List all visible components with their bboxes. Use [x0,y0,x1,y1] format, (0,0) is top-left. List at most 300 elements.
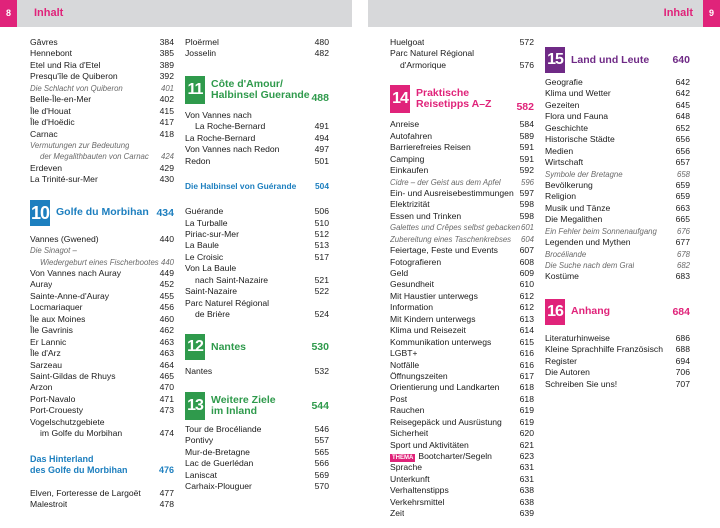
toc-entry[interactable] [30,348,174,359]
chapter-16-heading[interactable] [545,299,690,325]
toc-entry[interactable] [30,337,174,348]
toc-entry[interactable] [185,218,329,229]
toc-entry-page: 619 [519,405,534,416]
toc-entry-title: Erdeven [30,162,63,173]
toc-entry-title: Sicherheit [390,428,429,439]
toc-entry[interactable] [545,100,690,111]
toc-entry-title: Elven, Forteresse de Largoët [30,487,141,498]
toc-entry-title: Vogelschutzgebiete [30,416,105,427]
toc-entry-title: Musik und Tänze [545,202,611,213]
toc-entry[interactable] [390,451,534,462]
toc-entry-title: Medien [545,145,574,156]
toc-entry[interactable] [185,156,329,167]
toc-entry[interactable] [30,140,174,151]
toc-entry[interactable] [390,508,534,519]
toc-entry[interactable] [390,37,534,48]
chapter-page: 434 [156,206,174,219]
toc-entry-title: La Trinité-sur-Mer [30,174,98,185]
toc-entry-title: Die Suche nach dem Gral [545,261,635,270]
toc-entry[interactable] [545,333,690,344]
toc-entry-page: 510 [314,217,329,228]
toc-entry-title: Locmariaquer [30,302,83,313]
toc-entry[interactable] [545,169,690,180]
chapter-title: Nantes [211,340,247,353]
toc-entry[interactable] [185,275,329,286]
toc-entry-title: Gâvres [30,37,58,47]
toc-entry-title: Feiertage, Feste und Events [390,245,498,256]
toc-entry[interactable] [390,60,534,71]
toc-entry-title: La Turballe [185,217,228,228]
toc-entry-title: Wiedergeburt eines Fischerbootes [40,257,159,267]
toc-entry[interactable] [545,226,690,237]
toc-entry[interactable] [30,37,174,48]
toc-entry[interactable] [30,151,174,162]
toc-entry-page: 513 [314,240,329,251]
toc-entry-title: Die Autoren [545,367,590,378]
toc-entry-page: 524 [314,309,329,319]
toc-entry[interactable] [30,291,174,302]
chapter-14-heading[interactable] [390,85,534,113]
toc-entry-page: 418 [159,128,174,139]
toc-entry[interactable] [390,119,534,130]
toc-entry-page: 658 [676,169,690,179]
toc-entry[interactable] [390,314,534,325]
toc-entry[interactable] [390,154,534,165]
toc-entry[interactable] [545,271,690,282]
toc-entry-title: Legenden und Mythen [545,237,631,248]
toc-entry[interactable] [390,291,534,302]
toc-entry-page: 676 [676,226,690,236]
toc-entry-title: Saint-Gildas de Rhuys [30,370,116,381]
toc-entry-page: 512 [314,228,329,239]
toc-entry[interactable] [30,234,174,245]
toc-entry-page: 642 [675,88,690,99]
toc-entry[interactable] [390,234,534,245]
toc-entry[interactable] [390,417,534,428]
chapter-page: 544 [311,399,329,412]
toc-entry-title: Ploërmel [185,37,219,47]
toc-entry-title: Le Croisic [185,251,224,262]
toc-entry[interactable] [30,163,174,174]
toc-entry[interactable] [545,123,690,134]
toc-entry[interactable] [545,249,690,260]
toc-entry[interactable] [390,428,534,439]
toc-entry-title: Von Vannes nach [185,109,252,120]
toc-entry-page: 389 [159,59,174,70]
toc-entry-page: 440 [159,233,174,244]
toc-entry[interactable] [390,405,534,416]
toc-entry-page: 645 [675,99,690,110]
toc-entry[interactable] [390,177,534,188]
toc-entry-title: d'Armorique [400,59,447,70]
toc-entry-page: 557 [314,435,329,446]
toc-entry-page: 501 [314,155,329,166]
toc-column-3 [390,37,534,520]
toc-entry-title: Öffnungszeiten [390,370,448,381]
toc-entry-page: 618 [519,393,534,404]
toc-entry[interactable] [185,470,329,481]
toc-entry-page: 532 [314,366,329,377]
toc-entry-page: 576 [519,59,534,70]
toc-entry-page: 477 [159,487,174,498]
toc-entry[interactable] [185,263,329,274]
toc-entry-page: 707 [675,378,690,389]
toc-entry-title: Île Gavrinis [30,325,73,336]
toc-entry[interactable] [185,481,329,492]
toc-entry-title: Autofahren [390,130,433,141]
toc-entry[interactable] [185,144,329,155]
toc-entry-page: 618 [519,382,534,393]
chapter-title: Côte d'Amour/ Halbinsel Guerande [211,77,310,101]
toc-entry-title: Mur-de-Bretagne [185,446,250,457]
toc-entry-title: Galettes und Crêpes selbst gebacken [390,223,521,233]
toc-entry-page: 392 [159,71,174,82]
toc-entry[interactable] [30,48,174,59]
toc-entry[interactable] [545,88,690,99]
toc-entry-title: Port-Crouesty [30,405,84,416]
toc-entry-page: 639 [519,508,534,519]
toc-entry-title: Von La Baule [185,263,237,274]
toc-entry[interactable] [30,360,174,371]
toc-entry-title: Camping [390,153,425,164]
subsection-title: Das Hinterland des Golfe du Morbihan [30,453,128,475]
toc-entry[interactable] [185,435,329,446]
toc-entry-title: Etel und Ria d'Etel [30,59,101,70]
subsection-hinterland[interactable] [30,454,174,476]
chapter-page: 684 [672,305,690,318]
toc-entry[interactable] [545,77,690,88]
toc-entry-title: LGBT+ [390,348,418,359]
toc-entry-page: 462 [159,325,174,336]
toc-entry-page: 620 [519,428,534,439]
toc-entry[interactable] [390,199,534,210]
toc-entry-page: 659 [675,179,690,190]
toc-entry[interactable] [390,337,534,348]
toc-entry[interactable] [30,325,174,336]
toc-entry[interactable] [390,211,534,222]
toc-entry-title: Essen und Trinken [390,210,462,221]
toc-entry-page: 631 [519,462,534,473]
toc-entry[interactable] [30,417,174,428]
toc-entry-page: 572 [519,37,534,47]
toc-entry-title: Arzon [30,382,53,393]
chapter-11-heading[interactable] [185,76,329,104]
toc-entry[interactable] [390,302,534,313]
toc-list [30,37,174,186]
toc-list [185,424,329,493]
toc-entry[interactable] [390,131,534,142]
toc-entry-title: La Roche-Bernard [195,121,266,132]
toc-entry-title: Klima und Reisezeit [390,325,466,336]
toc-entry[interactable] [545,180,690,191]
toc-entry-page: 642 [675,77,690,87]
toc-entry[interactable] [390,188,534,199]
toc-entry-title: Rauchen [390,405,425,416]
toc-list [545,333,690,390]
toc-entry[interactable] [30,83,174,94]
toc-entry-page: 665 [675,214,690,225]
toc-entry[interactable] [30,499,174,510]
toc-entry[interactable] [390,485,534,496]
toc-entry-page: 612 [519,302,534,313]
toc-list [185,37,329,60]
toc-entry-page: 621 [519,439,534,450]
toc-entry-page: 591 [519,142,534,153]
toc-entry-title: Die Schlacht von Quiberon [30,83,123,93]
toc-entry-title: Josselin [185,48,217,59]
toc-entry-title: Mit Haustier unterwegs [390,290,478,301]
toc-entry-title: Bevölkerung [545,179,593,190]
toc-entry-title: de Brière [195,309,230,319]
toc-entry[interactable] [30,488,174,499]
toc-entry[interactable] [185,252,329,263]
toc-entry[interactable] [185,240,329,251]
toc-entry[interactable] [545,260,690,271]
toc-entry[interactable] [30,428,174,439]
chapter-title: Weitere Ziele im Inland [211,393,276,417]
chapter-title: Praktische Reisetipps A–Z [416,87,492,111]
toc-entry[interactable] [390,394,534,405]
toc-entry-page: 686 [675,332,690,343]
chapter-page: 582 [516,101,534,114]
toc-entry-title: Schreiben Sie uns! [545,378,618,389]
toc-entry[interactable] [390,371,534,382]
toc-entry[interactable] [30,257,174,268]
toc-entry-title: La Baule [185,240,219,251]
toc-entry-page: 682 [676,261,690,270]
toc-entry-page: 706 [675,367,690,378]
toc-entry[interactable] [30,302,174,313]
toc-entry-page: 491 [314,121,329,132]
toc-entry-page: 566 [314,458,329,469]
toc-entry-page: 623 [519,451,534,461]
toc-entry-title: Die Megalithen [545,214,603,225]
toc-entry-page: 465 [159,370,174,381]
toc-entry-page: 656 [675,134,690,145]
toc-entry-title: Kostüme [545,271,579,282]
toc-entry[interactable] [390,360,534,371]
toc-entry-page: 688 [675,344,690,355]
toc-entry[interactable] [30,71,174,82]
toc-entry-title: Île d'Arz [30,348,61,359]
chapter-title: Anhang [571,305,611,318]
chapter-number: 14 [390,85,410,113]
toc-entry-title: Ein- und Ausreisebestimmungen [390,187,514,198]
toc-entry-page: 497 [314,144,329,155]
chapter-10-heading[interactable] [30,200,174,226]
toc-list [30,488,174,511]
toc-entry-title: Tour de Brocéliande [185,423,262,434]
toc-entry-page: 455 [159,290,174,301]
toc-entry[interactable] [185,133,329,144]
toc-entry[interactable] [185,110,329,121]
toc-entry[interactable] [185,458,329,469]
toc-list [390,119,534,519]
toc-entry[interactable] [390,474,534,485]
toc-entry-title: Wirtschaft [545,157,584,168]
toc-entry-title: Geografie [545,77,583,87]
toc-entry[interactable] [30,174,174,185]
toc-entry[interactable] [185,309,329,320]
toc-entry-page: 598 [519,210,534,221]
toc-entry[interactable] [390,348,534,359]
toc-entry[interactable] [185,447,329,458]
toc-entry[interactable] [185,286,329,297]
toc-entry-title: Register [545,355,577,366]
toc-entry[interactable] [30,382,174,393]
toc-entry-title: Sarzeau [30,359,63,370]
toc-entry-title: Symbole der Bretagne [545,169,623,179]
toc-entry-page: 678 [676,249,690,259]
toc-entry-page: 663 [675,202,690,213]
toc-entry[interactable] [30,371,174,382]
toc-entry[interactable] [390,165,534,176]
toc-entry[interactable] [390,279,534,290]
toc-entry[interactable] [185,37,329,48]
toc-entry-title: Religion [545,191,577,202]
toc-entry-title: Von Vannes nach Auray [30,268,122,278]
subsection-page: 476 [158,464,174,475]
toc-entry[interactable] [390,497,534,508]
toc-entry[interactable] [390,440,534,451]
toc-entry-title: Anreise [390,119,420,130]
toc-entry[interactable] [545,356,690,367]
toc-entry[interactable] [30,405,174,416]
toc-entry[interactable] [30,117,174,128]
toc-entry[interactable] [545,191,690,202]
toc-entry-page: 657 [675,157,690,168]
chapter-15-heading[interactable] [545,47,690,73]
toc-entry[interactable] [185,48,329,59]
toc-entry[interactable] [545,134,690,145]
toc-entry[interactable] [185,298,329,309]
toc-entry-title: Zubereitung eines Taschenkrebses [390,234,512,244]
toc-entry-title: Einkaufen [390,165,429,176]
toc-entry[interactable] [30,245,174,256]
toc-entry-title: Verhaltenstipps [390,485,449,496]
toc-entry[interactable] [30,279,174,290]
toc-entry-page: 565 [314,446,329,457]
toc-entry[interactable] [545,237,690,248]
toc-entry[interactable] [30,314,174,325]
toc-entry[interactable] [390,268,534,279]
toc-entry[interactable] [545,146,690,157]
toc-list [185,110,329,167]
toc-entry[interactable] [30,394,174,405]
toc-entry-page: 570 [314,481,329,492]
toc-entry[interactable] [390,222,534,233]
toc-entry-page: 464 [159,359,174,370]
toc-entry[interactable] [390,382,534,393]
toc-entry[interactable] [545,379,690,390]
toc-entry-page: 592 [519,165,534,176]
toc-entry-page: 638 [519,485,534,496]
toc-entry[interactable] [545,157,690,168]
toc-entry-title: Er Lannic [30,336,67,347]
toc-entry-page: 480 [314,37,329,47]
toc-entry-page: 604 [520,234,534,244]
toc-entry-title: Sainte-Anne-d'Auray [30,290,110,301]
toc-entry[interactable] [545,111,690,122]
toc-entry-page: 471 [159,393,174,404]
chapter-13-heading[interactable] [185,392,329,420]
toc-entry-title: Carhaix-Plouguer [185,481,252,492]
toc-entry-title: Parc Naturel Régional [185,297,270,308]
toc-entry-page: 615 [519,336,534,347]
toc-entry[interactable] [390,48,534,59]
toc-entry-page: 482 [314,48,329,59]
toc-entry-page: 638 [519,496,534,507]
toc-entry-page: 616 [519,348,534,359]
chapter-12-heading[interactable] [185,334,329,360]
toc-entry[interactable] [30,106,174,117]
toc-list [185,366,329,377]
toc-entry[interactable] [30,129,174,140]
toc-entry-title: Laniscat [185,469,218,480]
toc-entry-title: der Megalithbauten von Carnac [40,152,149,162]
toc-entry-title: Malestroit [30,499,68,509]
toc-entry-title: Piriac-sur-Mer [185,228,239,239]
toc-entry[interactable] [390,325,534,336]
toc-entry-page: 607 [519,245,534,256]
toc-entry-page: 460 [159,313,174,324]
chapter-number: 12 [185,334,205,360]
toc-entry-page: 415 [159,105,174,116]
toc-entry-page: 401 [160,83,174,93]
toc-entry[interactable] [545,367,690,378]
toc-entry-page: 474 [159,428,174,439]
toc-entry[interactable] [30,60,174,71]
toc-entry[interactable] [185,206,329,217]
toc-entry[interactable] [185,229,329,240]
right-page-header: Inhalt [368,0,703,27]
subsection-title: Die Halbinsel von Guérande [185,181,297,192]
toc-entry[interactable] [545,203,690,214]
toc-entry-page: 616 [519,359,534,370]
toc-entry-page: 417 [159,117,174,128]
toc-entry-title: La Roche-Bernard [185,132,256,143]
toc-entry[interactable] [185,121,329,132]
toc-entry[interactable] [390,462,534,473]
toc-entry-title: Ein Fehler beim Sonnenaufgang [545,226,657,236]
toc-entry-title: nach Saint-Nazaire [195,274,269,285]
toc-entry-title: Barrierefreies Reisen [390,142,471,153]
toc-entry-page: 522 [314,286,329,297]
toc-entry[interactable] [30,268,174,279]
subsection-guerande[interactable] [185,181,329,192]
left-page-header: Inhalt [17,0,352,27]
toc-entry-title: Klima und Wetter [545,88,611,99]
toc-entry-page: 652 [675,122,690,133]
toc-entry-title: Post [390,393,408,404]
toc-entry[interactable] [390,257,534,268]
toc-entry-title: Geschichte [545,122,588,133]
toc-entry[interactable] [390,142,534,153]
toc-entry-title: Flora und Fauna [545,111,609,122]
toc-entry[interactable] [185,424,329,435]
toc-entry[interactable] [545,344,690,355]
toc-entry-page: 430 [159,174,174,185]
chapter-number: 16 [545,299,565,325]
toc-entry[interactable] [390,245,534,256]
toc-entry[interactable] [30,94,174,105]
toc-entry[interactable] [185,366,329,377]
toc-entry-title: Guérande [185,206,224,217]
toc-entry[interactable] [545,214,690,225]
toc-entry-title: THEMA Bootcharter/Segeln [392,451,492,461]
toc-entry-page: 591 [519,153,534,164]
toc-entry-title: im Golfe du Morbihan [40,428,123,439]
